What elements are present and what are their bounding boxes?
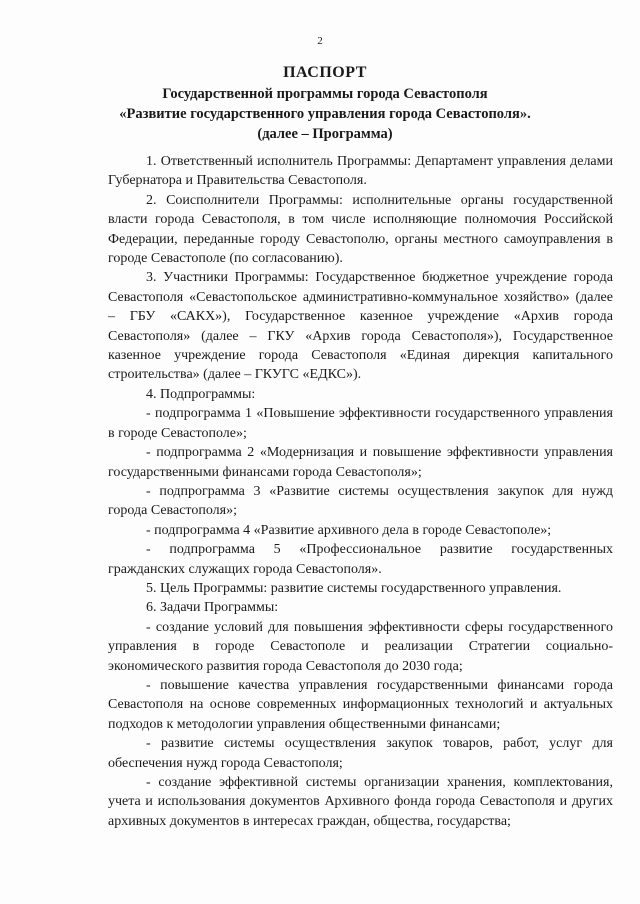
paragraph-co-executors: 2. Соисполнители Программы: исполнительные органы государственной власти города Севастополя, в том числе исполняющие полномочия Российской Федерации, переданные городу Севастополю, органы местного самоуправления в городе Севастополе (по согласованию). [108,192,613,267]
paragraph-task-3: - развитие системы осуществления закупок товаров, работ, услуг для обеспечения нужд города Севастополя; [108,736,613,771]
paragraph-subprogram-4: - подпрограмма 4 «Развитие архивного дела в городе Севастополе»; [146,522,552,538]
document-title: ПАСПОРТ [283,64,367,81]
document-subtitle-line-1: Государственной программы города Севастополя [162,86,488,102]
paragraph-program-goal: 5. Цель Программы: развитие системы государственного управления. [146,580,562,596]
paragraph-subprograms-heading: 4. Подпрограммы: [146,386,256,402]
paragraph-subprogram-1: - подпрограмма 1 «Повышение эффективности государственного управления в городе Севастополе»; [108,406,613,441]
document-subtitle-line-3: (далее – Программа) [257,126,393,142]
paragraph-task-2: - повышение качества управления государственными финансами города Севастополя на основе современных информационных технологий и актуальных подходов к методологии управления общественными финансами; [108,677,613,732]
page-number: 2 [317,35,323,47]
paragraph-task-4: - создание эффективной системы организации хранения, комплектования, учета и использования документов Архивного фонда города Севастополя и других архивных документов в интересах граждан, общества, государства; [108,775,613,829]
document-subtitle-line-2: «Развитие государственного управления города Севастополя». [119,106,531,122]
document-body [108,152,613,831]
document-header [60,62,590,144]
paragraph-task-1: - создание условий для повышения эффективности сферы государственного управления в городе Севастополе и реализации Стратегии социально-экономического развития города Севастополя до 2030 года; [108,619,613,674]
paragraph-responsible-executor: 1. Ответственный исполнитель Программы: Департамент управления делами Губернатора и Правительства Севастополя. [108,154,613,189]
paragraph-participants: 3. Участники Программы: Государственное бюджетное учреждение города Севастополя «Севастопольское административно-коммунальное хозяйство» (далее – ГБУ «САКХ»), Государственное казенное учреждение «Архив города Севастополя» (далее – ГКУ «Архив города Севастополя»), Государственное казенное учреждение города Севастополя «Единая дирекция капитального строительства» (далее – ГКУГС «ЕДКС»). [108,270,613,383]
paragraph-subprogram-3: - подпрограмма 3 «Развитие системы осуществления закупок для нужд города Севастополя»; [108,483,613,519]
paragraph-tasks-heading: 6. Задачи Программы: [146,600,279,616]
paragraph-subprogram-2: - подпрограмма 2 «Модернизация и повышение эффективности управления государственными финансами города Севастополя»; [108,445,613,480]
paragraph-subprogram-5: - подпрограмма 5 «Профессиональное развитие государственных гражданских служащих города Севастополя». [108,542,613,577]
